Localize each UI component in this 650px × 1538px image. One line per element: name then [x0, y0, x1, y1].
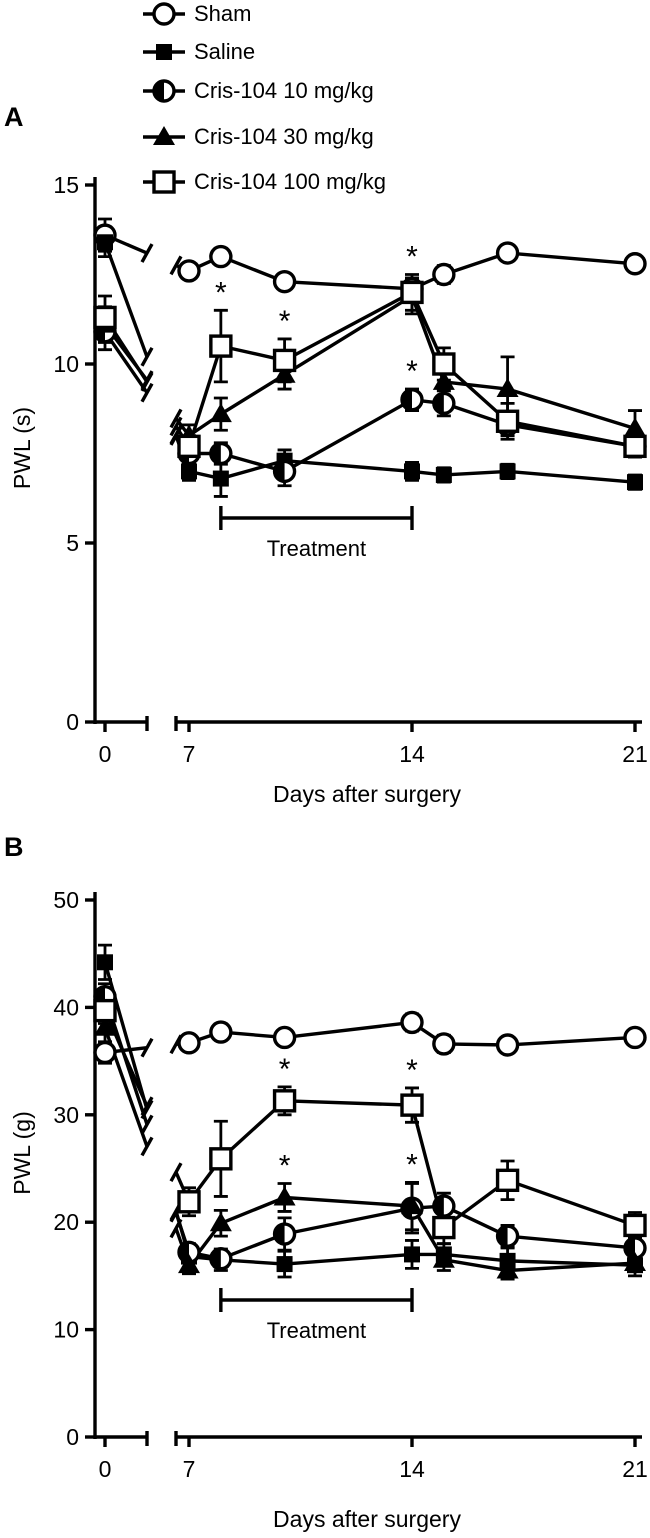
treatment-bracket — [221, 506, 412, 561]
svg-text:20: 20 — [53, 1209, 79, 1236]
svg-text:15: 15 — [53, 172, 79, 198]
svg-text:50: 50 — [53, 887, 79, 913]
panel-b-label: B — [4, 832, 24, 862]
svg-text:5: 5 — [66, 530, 79, 556]
significance-star: * — [406, 1148, 418, 1182]
svg-text:0: 0 — [98, 741, 112, 767]
panel-b-axes — [53, 887, 647, 1482]
significance-star: * — [278, 304, 291, 338]
sham-marker-icon — [141, 0, 187, 29]
svg-text:Treatment: Treatment — [266, 1318, 367, 1343]
significance-star: * — [406, 1053, 418, 1087]
svg-text:7: 7 — [182, 1456, 196, 1482]
legend-label-cris-104-30: Cris-104 30 mg/kg — [194, 124, 374, 149]
legend-label-cris-104-10: Cris-104 10 mg/kg — [194, 78, 374, 103]
svg-text:21: 21 — [622, 741, 648, 767]
legend-item-cris-104-30 — [141, 122, 374, 152]
series-markers-cris-104-30-mg-kg — [94, 1017, 646, 1279]
cris-104-10-marker-icon — [141, 76, 187, 106]
svg-text:0: 0 — [66, 1424, 79, 1450]
legend-item-cris-104-100 — [141, 167, 386, 197]
svg-text:10: 10 — [53, 1316, 79, 1343]
svg-text:40: 40 — [53, 994, 79, 1021]
x-axis-label-b: Days after surgery — [273, 1506, 461, 1532]
legend-label-sham: Sham — [194, 1, 252, 26]
saline-marker-icon — [141, 37, 187, 67]
series-sham — [98, 219, 642, 300]
legend-item-cris-104-10 — [141, 76, 374, 106]
series-cris-104-100-mg-kg — [98, 275, 642, 458]
y-axis-label-a: PWL (s) — [9, 406, 35, 490]
significance-star: * — [406, 240, 418, 274]
legend-label-cris-104-100: Cris-104 100 mg/kg — [194, 169, 386, 194]
cris-104-100-marker-icon — [141, 167, 187, 197]
legend-item-sham — [141, 0, 251, 29]
svg-text:7: 7 — [182, 741, 196, 767]
series-cris-104-30-mg-kg — [98, 1012, 642, 1279]
x-axis-label-a: Days after surgery — [273, 781, 461, 807]
svg-text:14: 14 — [399, 1456, 425, 1482]
y-axis-label-b: PWL (g) — [9, 1111, 35, 1195]
svg-text:14: 14 — [399, 741, 425, 767]
cris-104-30-marker-icon — [141, 122, 187, 152]
svg-text:10: 10 — [53, 351, 79, 377]
treatment-bracket — [221, 1288, 412, 1343]
significance-star: * — [278, 1052, 291, 1086]
svg-text:0: 0 — [98, 1456, 112, 1482]
svg-text:21: 21 — [622, 1456, 648, 1482]
significance-star: * — [215, 276, 227, 310]
svg-text:Treatment: Treatment — [266, 536, 367, 561]
significance-star: * — [406, 355, 418, 389]
series-markers-sham — [95, 1012, 645, 1062]
svg-text:30: 30 — [53, 1101, 79, 1128]
legend-label-saline: Saline — [194, 39, 256, 64]
svg-text:0: 0 — [66, 709, 79, 735]
significance-star: * — [278, 1149, 291, 1183]
panel-a-label: A — [4, 102, 24, 132]
legend-item-saline — [141, 37, 255, 67]
